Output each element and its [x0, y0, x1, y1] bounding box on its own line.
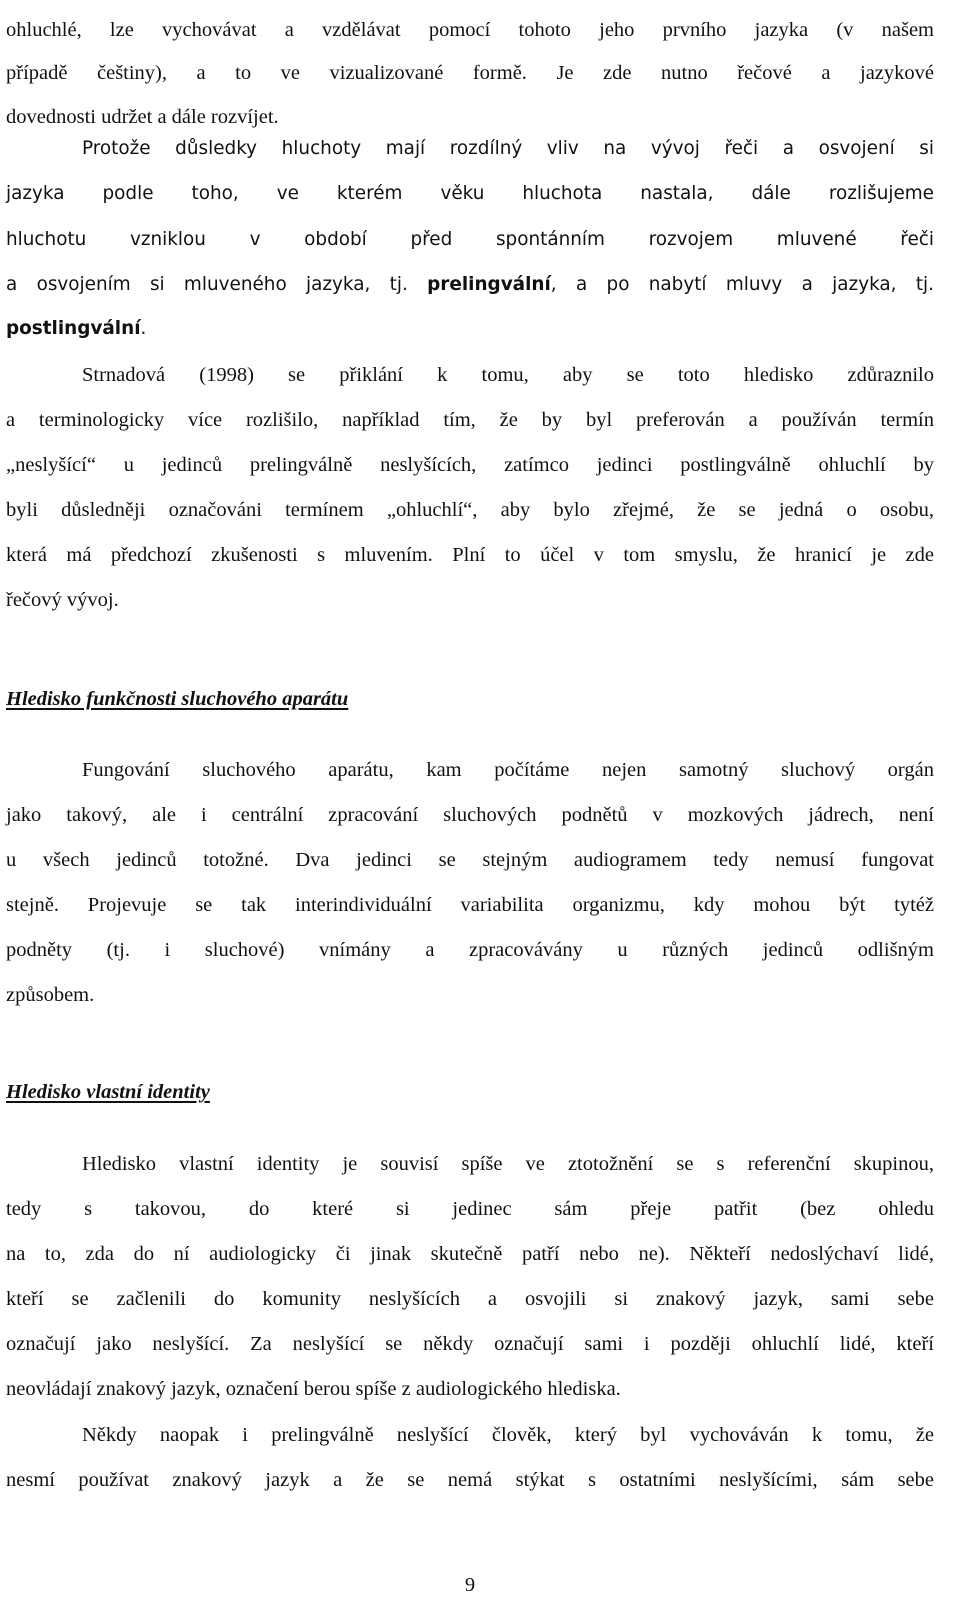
identity-line-5: označují jako neslyšící. Za neslyšící se někdy označují sami i později ohluchlí lidé, kteří [6, 1333, 934, 1355]
onset-line-1: Protože důsledky hluchoty mají rozdílný vliv na vývoj řeči a osvojení si [82, 138, 934, 159]
function-line-4: stejně. Projevuje se tak interindividuální variabilita organizmu, kdy mohou být tytéž [6, 894, 934, 916]
heading-identity: Hledisko vlastní identity [6, 1081, 210, 1103]
intro-line-2: případě češtiny), a to ve vizualizované formě. Je zde nutno řečové a jazykové [6, 62, 934, 84]
identity-p2-line-1: Někdy naopak i prelingválně neslyšící člověk, který byl vychováván k tomu, že [82, 1424, 934, 1446]
identity-line-2: tedy s takovou, do které si jedinec sám přeje patřit (bez ohledu [6, 1198, 934, 1220]
identity-p2-line-2: nesmí používat znakový jazyk a že se nemá stýkat s ostatními neslyšícími, sám sebe [6, 1469, 934, 1491]
heading-function: Hledisko funkčnosti sluchového aparátu [6, 688, 349, 710]
intro-line-3: dovednosti udržet a dále rozvíjet. [6, 106, 279, 128]
strnadova-line-6: řečový vývoj. [6, 589, 119, 611]
page-number: 9 [464, 1574, 476, 1596]
onset-line-5-end: . [140, 318, 147, 339]
function-line-3: u všech jedinců totožné. Dva jedinci se stejným audiogramem tedy nemusí fungovat [6, 849, 934, 871]
onset-line-5 [6, 314, 934, 344]
identity-line-4: kteří se začlenili do komunity neslyšících a osvojili si znakový jazyk, sami sebe [6, 1288, 934, 1310]
function-line-1: Fungování sluchového aparátu, kam počítáme nejen samotný sluchový orgán [82, 759, 934, 781]
onset-line-4-end: , a po nabytí mluvy a jazyka, tj. [550, 274, 934, 295]
term-prelingual: prelingvální [427, 274, 551, 295]
onset-line-3: hluchotu vzniklou v období před spontánním rozvojem mluvené řeči [6, 229, 934, 250]
function-line-5: podněty (tj. i sluchové) vnímány a zpracovávány u různých jedinců odlišným [6, 939, 934, 961]
strnadova-line-3: „neslyšící“ u jedinců prelingválně neslyšících, zatímco jedinci postlingválně ohluchlí by [6, 454, 934, 476]
strnadova-line-4: byli důsledněji označováni termínem „ohluchlí“, aby bylo zřejmé, že se jedná o osobu, [6, 499, 934, 521]
onset-line-4-start: a osvojením si mluveného jazyka, tj. [6, 274, 428, 295]
onset-line-4 [6, 270, 934, 300]
function-line-6: způsobem. [6, 984, 95, 1006]
strnadova-line-1: Strnadová (1998) se přiklání k tomu, aby se toto hledisko zdůraznilo [82, 364, 934, 386]
function-line-2: jako takový, ale i centrální zpracování sluchových podnětů v mozkových jádrech, není [6, 804, 934, 826]
identity-line-6: neovládají znakový jazyk, označení berou spíše z audiologického hlediska. [6, 1378, 621, 1400]
identity-line-1: Hledisko vlastní identity je souvisí spíše ve ztotožnění se s referenční skupinou, [82, 1153, 934, 1175]
onset-line-2: jazyka podle toho, ve kterém věku hluchota nastala, dále rozlišujeme [6, 183, 934, 204]
intro-line-1: ohluchlé, lze vychovávat a vzdělávat pomocí tohoto jeho prvního jazyka (v našem [6, 19, 934, 41]
strnadova-line-2: a terminologicky více rozlišilo, například tím, že by byl preferován a používán termín [6, 409, 934, 431]
identity-line-3: na to, zda do ní audiologicky či jinak skutečně patří nebo ne). Někteří nedoslýchaví lidé, [6, 1243, 934, 1265]
strnadova-line-5: která má předchozí zkušenosti s mluvením. Plní to účel v tom smyslu, že hranicí je zde [6, 544, 934, 566]
term-postlingual: postlingvální [6, 318, 141, 339]
